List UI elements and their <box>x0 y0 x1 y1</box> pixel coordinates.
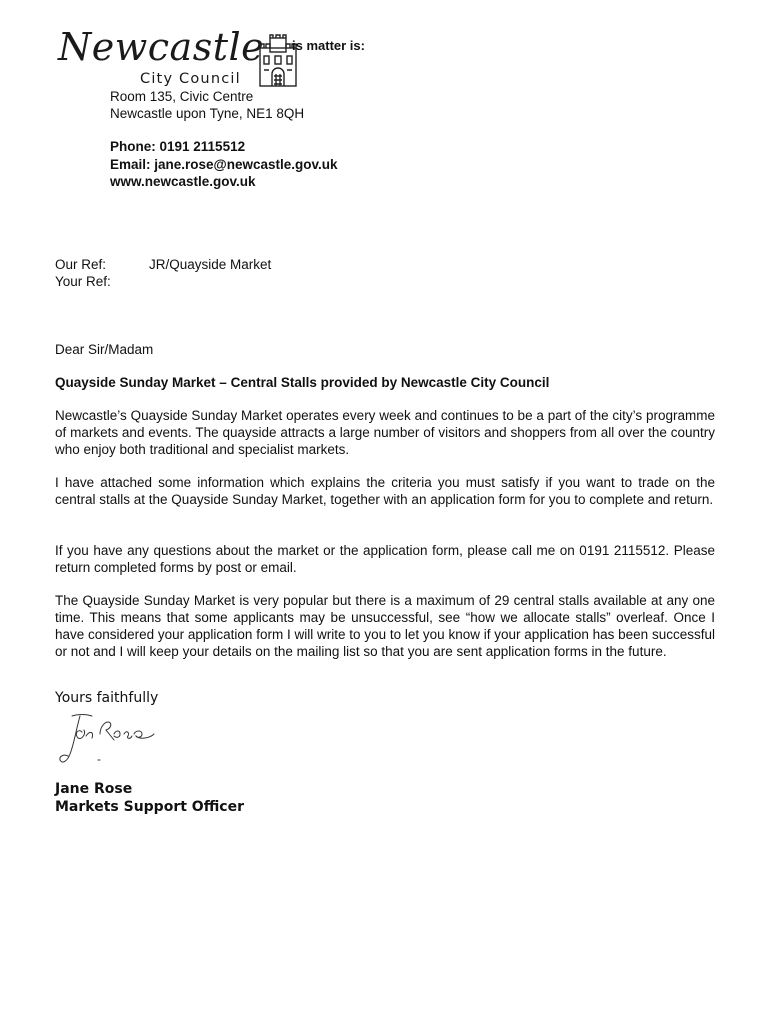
website-line: www.newcastle.gov.uk <box>110 174 256 189</box>
phone-line: Phone: 0191 2115512 <box>110 139 246 154</box>
salutation: Dear Sir/Madam <box>55 342 154 357</box>
paragraph-2: I have attached some information which explains the criteria you must satisfy if you want to trade on the central stalls at the Quayside Sunday Market, together with an application form for you to complete and return. <box>55 475 715 507</box>
your-ref-label: Your Ref: <box>55 274 111 289</box>
paragraph-4: The Quayside Sunday Market is very popular but there is a maximum of 29 central stalls available at any one time. This means that some applicants may be unsuccessful, see “how we allocate stalls” overleaf. Once I have considered your application form I will write to you to let you know if your application has been successful or not and I will keep your details on the mailing list so that you are sent application forms in the future. <box>55 593 715 659</box>
our-ref <box>55 256 271 273</box>
letter-subject: Quayside Sunday Market – Central Stalls provided by Newcastle City Council <box>55 375 550 390</box>
our-ref-value: JR/Quayside Market <box>149 257 272 272</box>
our-ref-label: Our Ref: <box>55 257 107 272</box>
signer-name: Jane Rose <box>55 781 133 797</box>
address-line-2: Newcastle upon Tyne, NE1 8QH <box>110 106 305 121</box>
handwritten-signature <box>58 710 168 770</box>
paragraph-1: Newcastle’s Quayside Sunday Market operates every week and continues to be a part of the city’s programme of markets and events. The quayside attracts a large number of visitors and shoppers from all over the country who enjoy both traditional and specialist markets. <box>55 408 715 457</box>
contact-heading: is matter is: <box>292 38 365 53</box>
email-line: Email: jane.rose@newcastle.gov.uk <box>110 157 338 172</box>
signer-title: Markets Support Officer <box>55 799 245 815</box>
your-ref <box>55 273 149 290</box>
closing: Yours faithfully <box>55 690 159 706</box>
council-logo <box>56 25 306 90</box>
address-line-1: Room 135, Civic Centre <box>110 89 254 104</box>
logo-subtitle: City Council <box>140 71 241 87</box>
paragraph-3: If you have any questions about the market or the application form, please call me on 0191 2115512. Please return completed forms by post or email. <box>55 543 715 575</box>
logo-wordmark: Newcastle <box>58 25 265 69</box>
